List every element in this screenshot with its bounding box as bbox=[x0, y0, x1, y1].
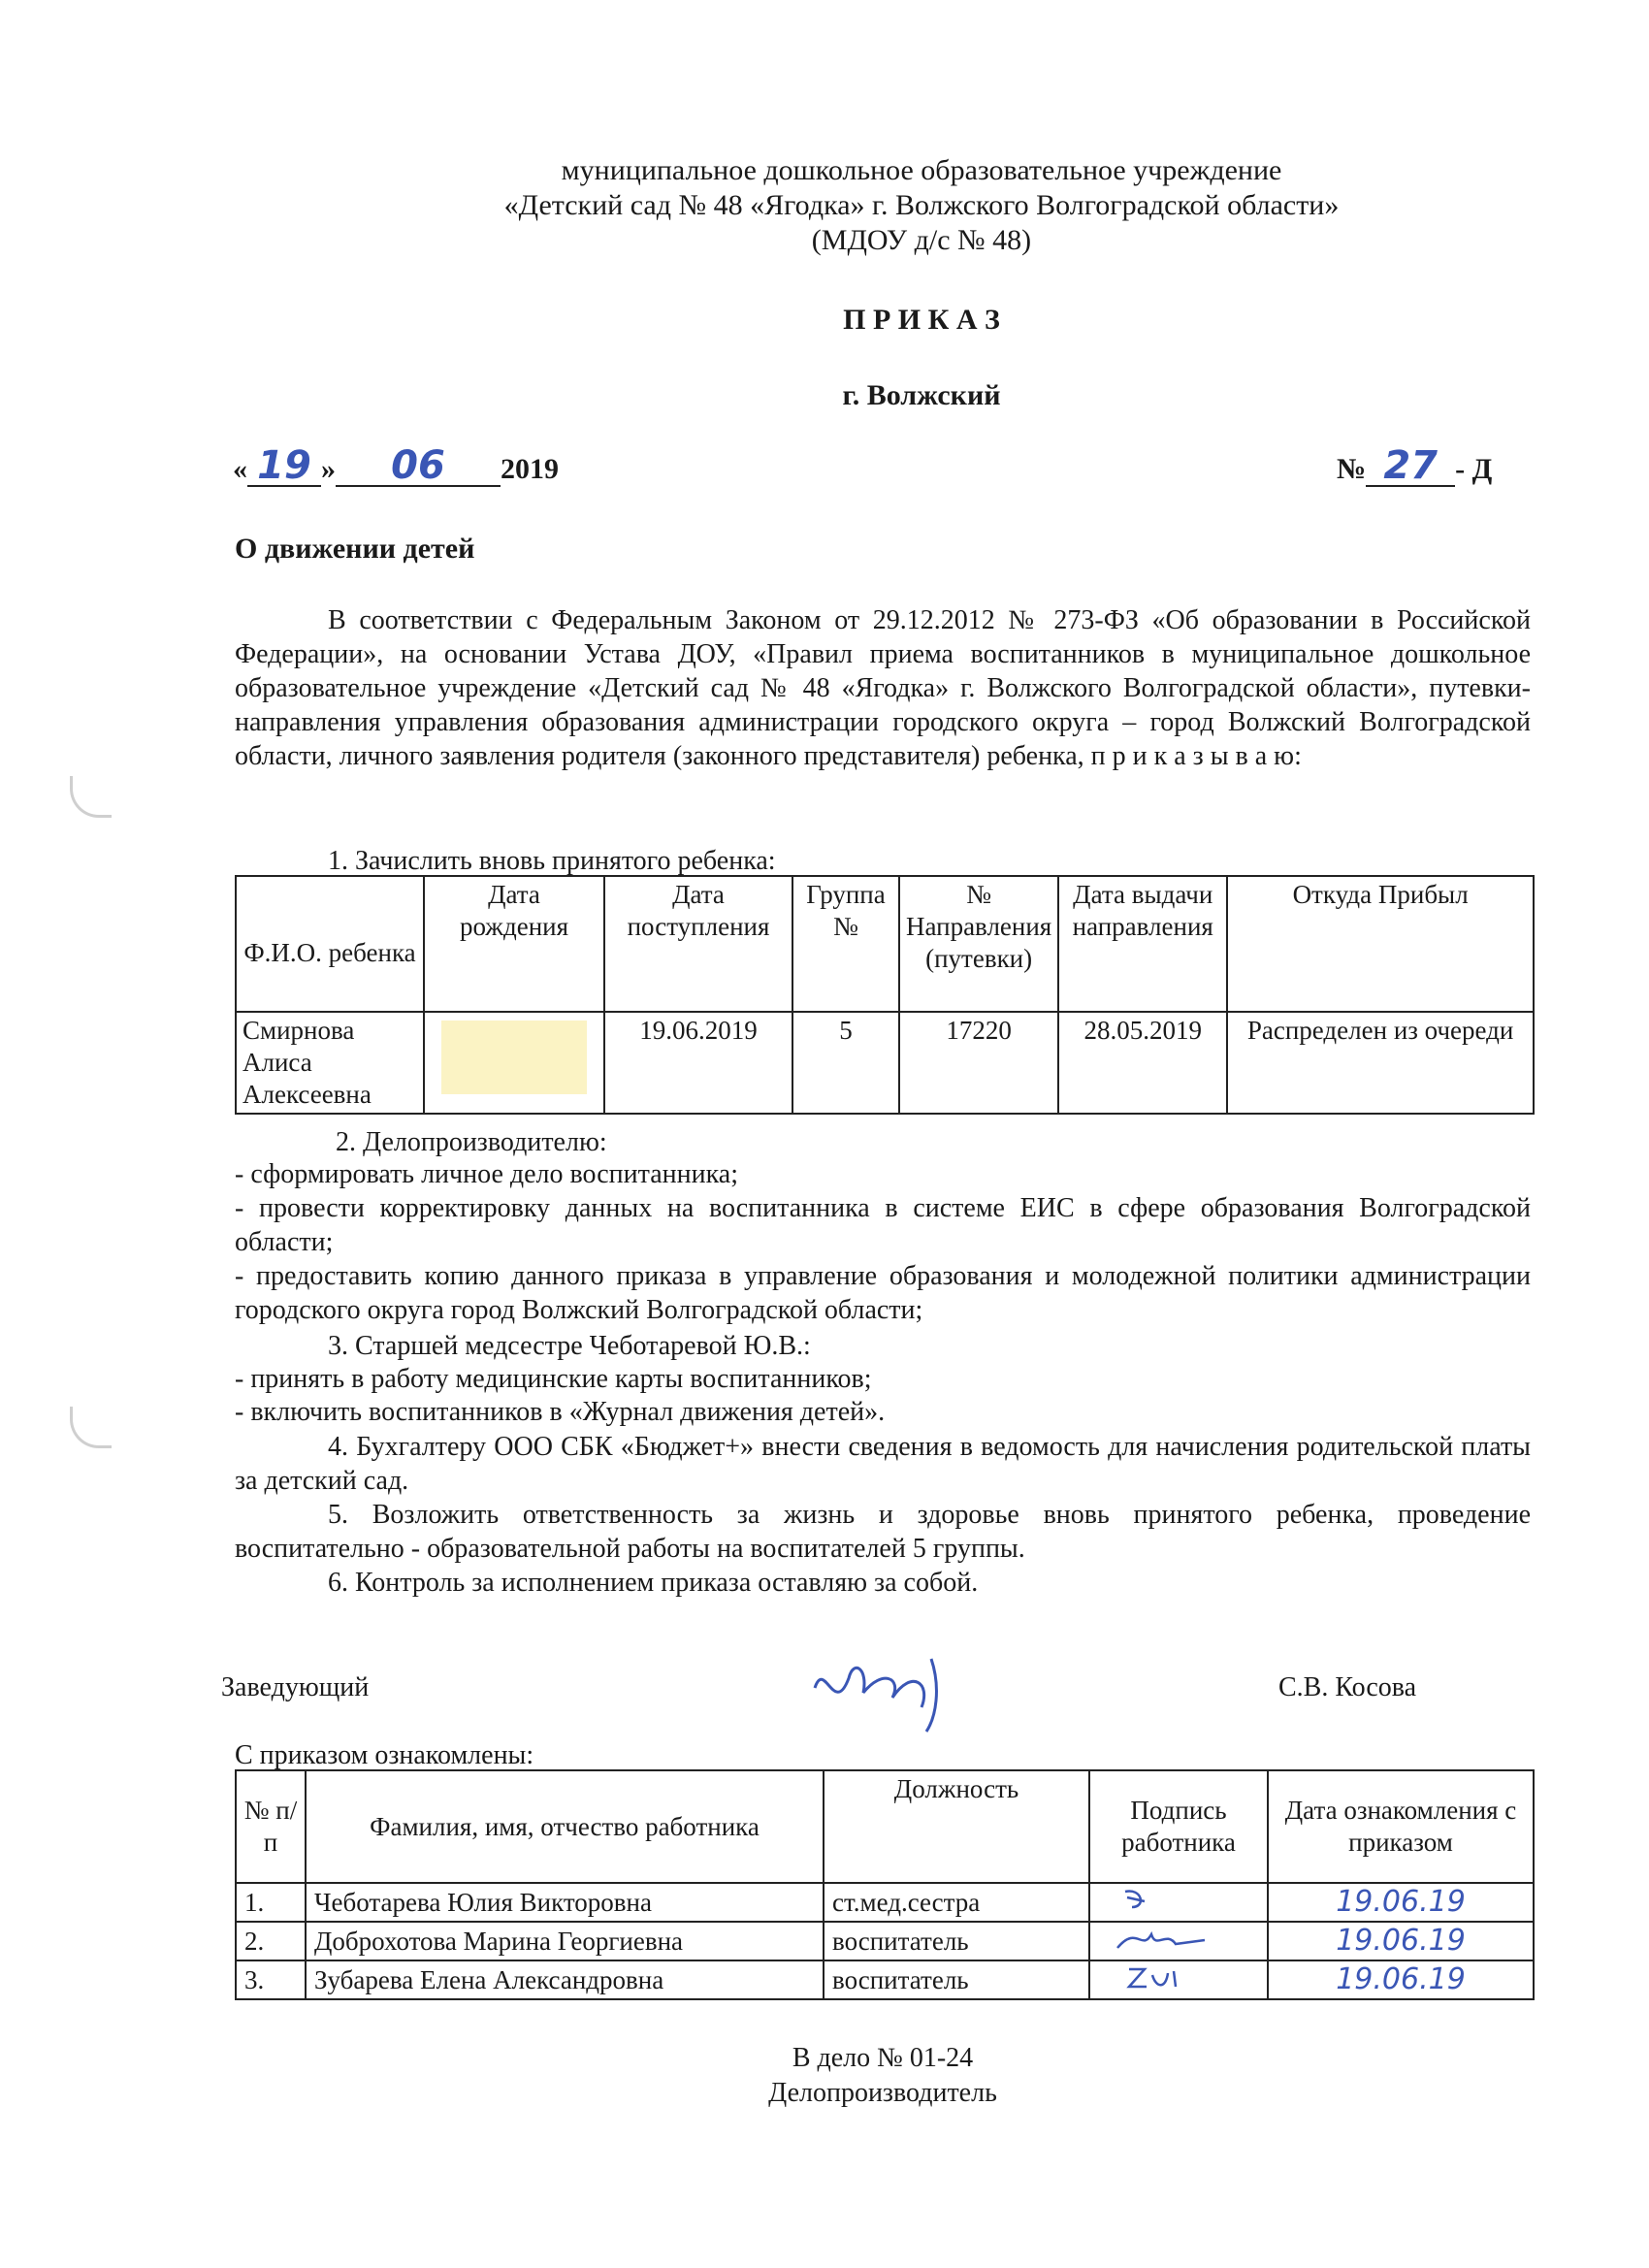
document-number bbox=[1337, 443, 1493, 495]
footer-role: Делопроизводитель bbox=[768, 2078, 997, 2108]
number-prefix: № bbox=[1337, 453, 1367, 485]
hole-punch-mark bbox=[70, 1407, 112, 1448]
header-referral-date: Дата выдачи направления bbox=[1058, 876, 1227, 1012]
header-position: Должность bbox=[824, 1770, 1089, 1883]
date-open-quote: « bbox=[233, 453, 247, 485]
signatory-name: С.В. Косова bbox=[1278, 1672, 1417, 1702]
item-3-line-2: - включить воспитанников в «Журнал движения детей». bbox=[235, 1397, 886, 1427]
cell-group: 5 bbox=[792, 1012, 899, 1114]
item-3-title: 3. Старшей медсестре Чеботаревой Ю.В.: bbox=[328, 1331, 811, 1361]
document-city: г. Волжский bbox=[842, 379, 1001, 411]
staff-signature bbox=[1098, 1923, 1214, 1952]
header-acquaint-date: Дата ознакомления с приказом bbox=[1268, 1770, 1534, 1883]
cell-signature bbox=[1089, 1922, 1268, 1960]
hole-punch-mark bbox=[70, 776, 112, 818]
cell-position: воспитатель bbox=[824, 1922, 1089, 1960]
cell-full-name: Чеботарева Юлия Викторовна bbox=[306, 1883, 824, 1922]
number-suffix: - Д bbox=[1455, 453, 1493, 485]
signatory-position: Заведующий bbox=[221, 1672, 370, 1702]
item-4-text: 4. Бухгалтеру ООО СБК «Бюджет+» внести сведения в ведомость для начисления родительской платы за детский сад. bbox=[235, 1432, 1531, 1496]
footer-file-number: В дело № 01-24 bbox=[792, 2043, 974, 2073]
cell-signature bbox=[1089, 1883, 1268, 1922]
cell-position: воспитатель bbox=[824, 1960, 1089, 1999]
date-year: 2019 bbox=[501, 453, 559, 485]
header-full-name: Фамилия, имя, отчество работника bbox=[306, 1770, 824, 1883]
staff-table bbox=[235, 1769, 1535, 2000]
cell-origin: Распределен из очереди bbox=[1227, 1012, 1534, 1114]
item-6-text: 6. Контроль за исполнением приказа оставляю за собой. bbox=[328, 1568, 979, 1598]
cell-full-name: Доброхотова Марина Георгиевна bbox=[306, 1922, 824, 1960]
item-3-line-1: - принять в работу медицинские карты воспитанников; bbox=[235, 1364, 872, 1394]
header-signature: Подпись работника bbox=[1089, 1770, 1268, 1883]
header-row-number: № п/п bbox=[236, 1770, 306, 1883]
header-referral-number: № Направления (путевки) bbox=[899, 876, 1058, 1012]
director-signature bbox=[795, 1639, 970, 1736]
header-admission-date: Дата поступления bbox=[604, 876, 792, 1012]
cell-acquaint-date-handwritten: 19.06.19 bbox=[1336, 1924, 1466, 1958]
org-name-line3: (МДОУ д/с № 48) bbox=[811, 224, 1032, 256]
cell-acquaint-date-handwritten: 19.06.19 bbox=[1336, 1885, 1466, 1919]
staff-table-row bbox=[236, 1883, 1534, 1922]
cell-row-number: 2. bbox=[236, 1922, 306, 1960]
item-5-text: 5. Возложить ответственность за жизнь и здоровье вновь принятого ребенка, проведение воспитательно - образовательной работы на воспитателей 5 группы. bbox=[235, 1500, 1531, 1564]
item-1-text: 1. Зачислить вновь принятого ребенка: bbox=[328, 846, 776, 876]
cell-child-name: Смирнова Алиса Алексеевна bbox=[236, 1012, 424, 1114]
cell-signature bbox=[1089, 1960, 1268, 1999]
item-2-line-1: - сформировать личное дело воспитанника; bbox=[235, 1159, 738, 1189]
redaction-box bbox=[441, 1021, 587, 1094]
children-table-row bbox=[236, 1012, 1534, 1114]
acquainted-label: С приказом ознакомлены: bbox=[235, 1740, 534, 1770]
cell-acquaint-date-handwritten: 19.06.19 bbox=[1336, 1962, 1466, 1996]
cell-referral-number: 17220 bbox=[899, 1012, 1058, 1114]
header-birth-date: Дата рождения bbox=[424, 876, 604, 1012]
item-2-line-3: - предоставить копию данного приказа в управление образования и молодежной политики администрации городского округа город Волжский Волгоградской области; bbox=[235, 1261, 1531, 1325]
date-close-quote: » bbox=[321, 453, 336, 485]
staff-signature bbox=[1098, 1884, 1176, 1913]
cell-position: ст.мед.сестра bbox=[824, 1883, 1089, 1922]
cell-admission-date: 19.06.2019 bbox=[604, 1012, 792, 1114]
document-date bbox=[233, 443, 559, 495]
cell-referral-date: 28.05.2019 bbox=[1058, 1012, 1227, 1114]
staff-table-row bbox=[236, 1922, 1534, 1960]
preamble-paragraph: В соответствии с Федеральным Законом от 29.12.2012 № 273-ФЗ «Об образовании в Российской Федерации», на основании Устава ДОУ, «Правил приема воспитанников в муниципальное дошкольное образовательное учреждение «Детский сад № 48 «Ягодка» г. Волжского Волгоградской области», путевки-направления управления образования администрации городского округа – город Волжский Волгоградской области, личного заявления родителя (законного представителя) ребенка, п р и к а з ы в а ю: bbox=[235, 605, 1531, 771]
document-subject: О движении детей bbox=[235, 533, 475, 565]
date-month-handwritten: 06 bbox=[391, 443, 445, 488]
staff-table-row bbox=[236, 1960, 1534, 1999]
number-handwritten: 27 bbox=[1383, 443, 1438, 488]
item-2-title: 2. Делопроизводителю: bbox=[336, 1127, 607, 1157]
cell-row-number: 1. bbox=[236, 1883, 306, 1922]
cell-row-number: 3. bbox=[236, 1960, 306, 1999]
cell-birth-date-redacted bbox=[424, 1012, 604, 1114]
header-child-name: Ф.И.О. ребенка bbox=[236, 876, 424, 1012]
org-name-line1: муниципальное дошкольное образовательное учреждение bbox=[561, 154, 1282, 186]
document-title: П Р И К А З bbox=[843, 304, 1000, 336]
item-2-line-2: - провести корректировку данных на воспитанника в системе ЕИС в сфере образования Волгоградской области; bbox=[235, 1193, 1531, 1257]
header-group: Группа № bbox=[792, 876, 899, 1012]
staff-signature bbox=[1098, 1961, 1214, 1991]
date-day-handwritten: 19 bbox=[257, 443, 311, 488]
cell-full-name: Зубарева Елена Александровна bbox=[306, 1960, 824, 1999]
staff-table-header-row bbox=[236, 1770, 1534, 1883]
children-table-header-row bbox=[236, 876, 1534, 1012]
children-table bbox=[235, 875, 1535, 1115]
org-name-line2: «Детский сад № 48 «Ягодка» г. Волжского Волгоградской области» bbox=[503, 189, 1340, 221]
header-origin: Откуда Прибыл bbox=[1227, 876, 1534, 1012]
